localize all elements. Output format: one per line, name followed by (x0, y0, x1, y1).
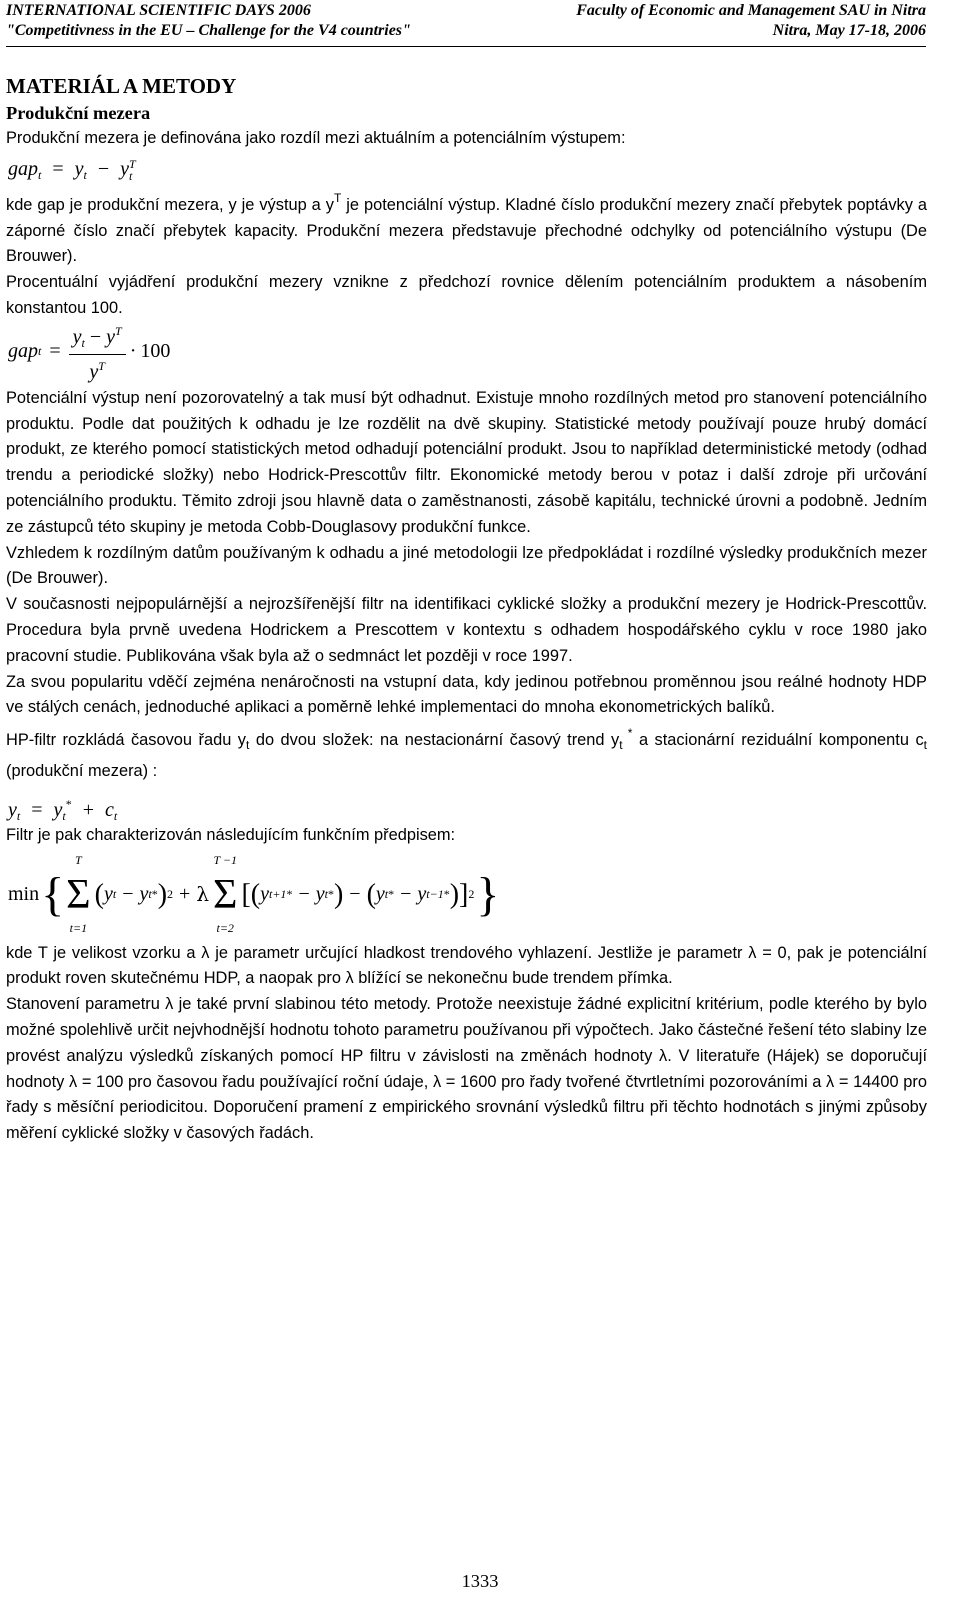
paper-body (6, 72, 927, 1147)
sum-2: T −1 Σ t=2 (213, 852, 238, 935)
subsection-title: Produkční mezera (6, 103, 151, 123)
paragraph-definition: Produkční mezera je definována jako rozdíl mezi aktuálním a potenciálním výstupem: (6, 129, 626, 147)
paragraph-lambda: kde T je velikost vzorku a λ je parametr určující hladkost trendového vyhlazení. Jestliže je parametr λ = 0, pak je potenciální produkt roven skutečnému HDP, a naopak pro λ blížící se nekonečnu bude trendem přímka. (6, 943, 927, 988)
page-header (6, 1, 926, 41)
equation-hp-objective: min { T Σ t=1 ( y t − y t * ) 2 + λ T −1 Σ t=2 [( y t+1 * − y t * ) − ( y t * − y t−1 * )] 2 } (6, 849, 927, 941)
paragraph-popularity: Za svou popularitu vděčí zejména nenáročnosti na vstupní data, kdy jedinou potřebnou proměnnou jsou reálné hodnoty HDP ve stálých cenách, jednoduché aplikaci a poměrně lehké implementaci do mnoha ekonometrických balíků. (6, 672, 927, 717)
paragraph-methods: Potenciální výstup není pozorovatelný a tak musí být odhadnut. Existuje mnoho rozdílných metod pro stanovení potenciálního produktu. Podle dat použitých k odhadu je lze rozdělit na dvě skupiny. Statistické metody používají pouze hrubý domácí produkt, ze kterého pomocí statistických metod odhadují potenciální produkt. Jsou to například deterministické metody (odhad trendu a periodické složky) nebo Hodrick-Prescottův filtr. Ekonomické metody berou v potaz i další zdroje při určování potenciálního produktu. Těmito zdroji jsou hlavně data o zaměstnanosti, zásobě kapitálu, technické úrovni a podobně. Jedním ze zástupců této skupiny je metoda Cobb-Douglasovy produkční funkce. (6, 388, 927, 536)
paragraph-hp-filter: V současnosti nejpopulárnější a nejrozšířenější filtr na identifikaci cyklické složky a produkční mezery je Hodrick-Prescottův. Procedura byla prvně uvedena Hodrickem a Prescottem v kontextu s odhadem hospodářského cyklu v roce 1980 jako pracovní studie. Publikována však byla až o sedmnáct let později v roce 1997. (6, 595, 927, 665)
paragraph-percentage: Procentuální vyjádření produkční mezery vznikne z předchozí rovnice dělením potenciálním produktem a násobením konstantou 100. (6, 273, 927, 317)
paragraph-lambda-choice: Stanovení parametru λ je také první slabinou této metody. Protože neexistuje žádné explicitní kritérium, podle kterého by bylo možné spolehlivě určit nejvhodnější hodnotu tohoto parametru používanou při výpočtech. Jako částečné řešení této slabiny lze provést analýzu výsledků získaných pomocí HP filtru v závislosti na změnách hodnoty λ. V literatuře (Hájek) se doporučují hodnoty λ = 100 pro časovou řadu používající roční údaje, λ = 1600 pro řady tvořené čtvrtletními pozorováními a λ = 14400 pro řady s měsíční periodicitou. Doporučení pramení z empirického srovnání výsledků filtru při těchto hodnotách s jinými způsoby měření cyklické složky v časových řadách. (6, 995, 927, 1143)
page-number: 1333 (461, 1571, 499, 1591)
paragraph-decomposition: HP-filtr rozkládá časovou řadu $y_t$ do dvou složek: na nestacionární časový trend $y_t$ * a stacionární reziduální komponentu $c_t$ (produkční mezera) : (6, 726, 927, 780)
paragraph-differences: Vzhledem k rozdílným datům používaným k odhadu a jiné metodologii lze předpokládat i rozdílné výsledky produkčních mezer (De Brouwer). (6, 543, 927, 588)
paragraph-filter-def: Filtr je pak charakterizován následujícím funkčním předpisem: (6, 825, 456, 844)
conference-place-date: Nitra, May 17-18, 2006 (772, 22, 926, 39)
faculty-name: Faculty of Economic and Management SAU in Nitra (576, 2, 926, 19)
conference-name: INTERNATIONAL SCIENTIFIC DAYS 2006 (6, 2, 311, 19)
conference-theme: "Competitivness in the EU – Challenge for the V4 countries" (6, 22, 411, 39)
fraction: $\frac{y_t - y^T}{y^T}$ (69, 320, 126, 383)
equation-gap-percent: gap t = $\frac{y_t - y^T}{y^T}$ · 100 (6, 322, 927, 382)
section-title: MATERIÁL A METODY (6, 74, 237, 98)
paragraph-gap-explanation: kde gap je produkční mezera, y je výstup a $y^T$ je potenciální výstup. Kladné číslo produkční mezery značí přebytek poptávky a záporné číslo značí přebytek kapacity. Produkční mezera představuje přechodné odchylky od potenciálního výstupu (De Brouwer). (6, 190, 927, 266)
header-rule (6, 46, 926, 47)
equation-gap: $gap_t = y_t - y$ T t (8, 157, 136, 184)
equation-decomposition: $y_t = y_t^* + c_t$ (8, 796, 118, 823)
sum-1: T Σ t=1 (66, 852, 91, 935)
